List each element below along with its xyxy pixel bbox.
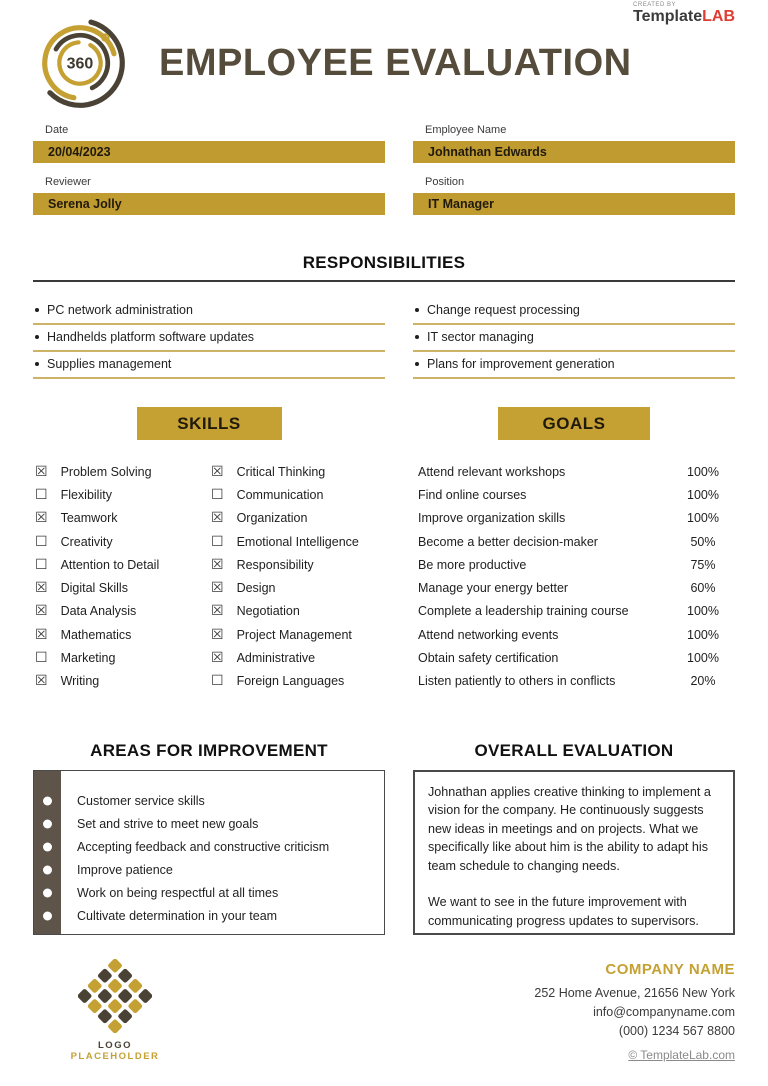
skill-item <box>209 530 385 553</box>
skills-column-2 <box>209 460 385 693</box>
checkbox-icon[interactable]: ☐ <box>35 556 48 573</box>
checkbox-icon[interactable]: ☒ <box>211 556 224 573</box>
checkbox-icon[interactable]: ☐ <box>35 533 48 550</box>
goal-percent: 50% <box>690 534 716 549</box>
improvement-text: Cultivate determination in your team <box>77 909 278 924</box>
company-phone: (000) 1234 567 8800 <box>618 1023 735 1038</box>
created-by-label: CREATED BY <box>633 2 676 8</box>
logo-placeholder <box>45 959 185 1062</box>
goals-title: GOALS <box>498 407 650 440</box>
skill-item <box>209 646 385 669</box>
bullet-icon <box>43 889 52 898</box>
divider <box>33 280 735 282</box>
date-field <box>33 124 385 163</box>
skill-item <box>33 530 209 553</box>
position-field <box>413 176 735 215</box>
360-degree-logo-icon <box>33 14 127 112</box>
improvement-text: Improve patience <box>77 863 173 878</box>
improvement-text: Set and strive to meet new goals <box>77 817 259 832</box>
skill-item <box>33 507 209 530</box>
responsibilities-left-list <box>33 298 385 379</box>
checkbox-icon[interactable]: ☒ <box>211 626 224 643</box>
skill-label: Administrative <box>236 651 316 666</box>
goal-percent: 100% <box>687 487 719 502</box>
checkbox-icon[interactable]: ☒ <box>211 603 224 620</box>
skill-item <box>209 670 385 693</box>
skill-label: Emotional Intelligence <box>236 534 359 549</box>
reviewer-field <box>33 176 385 215</box>
evaluation-title: OVERALL EVALUATION <box>474 740 674 760</box>
employee-name-value[interactable]: Johnathan Edwards <box>413 141 735 163</box>
improvement-title: AREAS FOR IMPROVEMENT <box>90 740 328 760</box>
skill-label: Design <box>236 581 276 596</box>
skill-label: Mathematics <box>60 627 132 642</box>
diamond-logo-icon <box>78 959 152 1033</box>
responsibility-text: Handhelds platform software updates <box>47 330 255 344</box>
skill-label: Creativity <box>60 534 113 549</box>
employee-name-field <box>413 124 735 163</box>
bullet-icon <box>415 308 419 312</box>
reviewer-value[interactable]: Serena Jolly <box>33 193 385 215</box>
goal-item <box>413 576 735 599</box>
position-value[interactable]: IT Manager <box>413 193 735 215</box>
goal-item <box>413 670 735 693</box>
responsibility-text: Change request processing <box>427 303 580 317</box>
goals-section <box>413 407 735 693</box>
goal-label: Listen patiently to others in conflicts <box>418 674 616 689</box>
skill-item <box>33 460 209 483</box>
skill-label: Attention to Detail <box>60 557 160 572</box>
skill-item <box>209 623 385 646</box>
goal-percent: 100% <box>687 651 719 666</box>
skill-label: Digital Skills <box>60 581 128 596</box>
company-name: COMPANY NAME <box>605 960 735 978</box>
improvement-text: Work on being respectful at all times <box>77 886 279 901</box>
responsibilities-title: RESPONSIBILITIES <box>302 253 466 272</box>
footer <box>33 959 735 1062</box>
goal-item <box>413 646 735 669</box>
skill-label: Marketing <box>60 651 116 666</box>
date-label: Date <box>45 124 69 136</box>
goal-label: Improve organization skills <box>418 511 566 526</box>
templatelab-logo <box>633 2 735 25</box>
responsibility-text: PC network administration <box>47 303 193 317</box>
checkbox-icon[interactable]: ☐ <box>35 650 48 667</box>
responsibilities-section <box>33 253 735 379</box>
improvement-section <box>33 741 385 935</box>
form-fields <box>33 124 735 215</box>
list-item <box>34 790 384 813</box>
bullet-icon <box>43 797 52 806</box>
checkbox-icon[interactable]: ☒ <box>211 650 224 667</box>
templatelab-copyright-link[interactable]: © TemplateLab.com <box>628 1048 735 1062</box>
goal-percent: 60% <box>690 581 716 596</box>
position-label: Position <box>425 176 465 188</box>
checkbox-icon[interactable]: ☒ <box>211 580 224 597</box>
list-item <box>33 298 385 325</box>
list-item <box>413 325 735 352</box>
skill-item <box>33 483 209 506</box>
skill-label: Teamwork <box>60 511 118 526</box>
evaluation-paragraph: We want to see in the future improvement with communicating progress updates to supervisors. <box>428 895 699 928</box>
goal-percent: 100% <box>687 511 719 526</box>
list-item <box>413 352 735 379</box>
logo-text-line2: PLACEHOLDER <box>70 1050 160 1062</box>
goal-percent: 20% <box>690 674 716 689</box>
goal-label: Attend networking events <box>418 627 559 642</box>
skill-label: Negotiation <box>236 604 300 619</box>
goals-list <box>413 460 735 693</box>
bullet-icon <box>35 362 39 366</box>
checkbox-icon[interactable]: ☒ <box>35 463 48 480</box>
checkbox-icon[interactable]: ☒ <box>35 673 48 690</box>
improvement-text: Accepting feedback and constructive criticism <box>77 840 330 855</box>
list-item <box>34 905 384 928</box>
skill-label: Critical Thinking <box>236 464 326 479</box>
goal-percent: 100% <box>687 627 719 642</box>
list-item <box>33 352 385 379</box>
evaluation-box[interactable] <box>413 770 735 935</box>
list-item <box>34 859 384 882</box>
goal-percent: 100% <box>687 604 719 619</box>
checkbox-icon[interactable]: ☐ <box>211 486 224 503</box>
skill-label: Writing <box>60 674 100 689</box>
goal-label: Find online courses <box>418 487 527 502</box>
skill-item <box>209 507 385 530</box>
checkbox-icon[interactable]: ☒ <box>211 463 224 480</box>
goal-label: Attend relevant workshops <box>418 464 566 479</box>
goal-item <box>413 530 735 553</box>
skill-label: Foreign Languages <box>236 674 345 689</box>
bullet-icon <box>43 843 52 852</box>
checkbox-icon[interactable]: ☐ <box>211 533 224 550</box>
goal-label: Be more productive <box>418 557 527 572</box>
goal-item <box>413 460 735 483</box>
brand-name-template: Template <box>633 8 703 25</box>
skill-item <box>33 600 209 623</box>
list-item <box>34 813 384 836</box>
skills-title: SKILLS <box>137 407 282 440</box>
skill-label: Communication <box>236 487 324 502</box>
skill-item <box>209 600 385 623</box>
goal-percent: 100% <box>687 464 719 479</box>
skill-label: Project Management <box>236 627 352 642</box>
goal-item <box>413 600 735 623</box>
checkbox-icon[interactable]: ☒ <box>35 510 48 527</box>
improvement-list <box>34 790 384 928</box>
checkbox-icon[interactable]: ☒ <box>35 626 48 643</box>
goal-item <box>413 623 735 646</box>
company-email: info@companyname.com <box>593 1005 735 1020</box>
bullet-icon <box>43 820 52 829</box>
list-item <box>413 298 735 325</box>
bullet-icon <box>35 335 39 339</box>
header <box>33 0 735 112</box>
improvement-text: Customer service skills <box>77 794 205 809</box>
checkbox-icon[interactable]: ☒ <box>211 510 224 527</box>
skill-item <box>209 553 385 576</box>
skill-item <box>209 576 385 599</box>
goal-item <box>413 483 735 506</box>
skill-item <box>33 553 209 576</box>
skill-item <box>33 646 209 669</box>
logo-text-line1: LOGO <box>98 1039 132 1051</box>
skill-item <box>33 576 209 599</box>
bullet-icon <box>415 362 419 366</box>
checkbox-icon[interactable]: ☒ <box>35 580 48 597</box>
bullet-icon <box>43 912 52 921</box>
improvement-box <box>33 770 385 935</box>
company-info <box>534 959 735 1041</box>
bullet-icon <box>43 866 52 875</box>
responsibility-text: Plans for improvement generation <box>427 357 615 371</box>
skill-item <box>33 623 209 646</box>
checkbox-icon[interactable]: ☒ <box>35 603 48 620</box>
bullet-icon <box>35 308 39 312</box>
page-title: EMPLOYEE EVALUATION <box>159 41 632 84</box>
responsibility-text: Supplies management <box>47 357 172 371</box>
goal-item <box>413 553 735 576</box>
goal-label: Complete a leadership training course <box>418 604 629 619</box>
employee-name-label: Employee Name <box>425 124 507 136</box>
skill-label: Data Analysis <box>60 604 137 619</box>
list-item <box>34 836 384 859</box>
company-address: 252 Home Avenue, 21656 New York <box>534 986 735 1001</box>
responsibility-text: IT sector managing <box>427 330 534 344</box>
responsibilities-right-list <box>413 298 735 379</box>
goal-percent: 75% <box>690 557 716 572</box>
checkbox-icon[interactable]: ☐ <box>35 486 48 503</box>
goal-label: Obtain safety certification <box>418 651 559 666</box>
checkbox-icon[interactable]: ☐ <box>211 673 224 690</box>
skill-item <box>209 460 385 483</box>
skill-label: Organization <box>236 511 308 526</box>
list-item <box>33 325 385 352</box>
bullet-icon <box>415 335 419 339</box>
skill-label: Problem Solving <box>60 464 152 479</box>
evaluation-paragraph: Johnathan applies creative thinking to implement a vision for the company. He continuously suggests new ideas in meetings and on projects. What we specifically like about him is the ability to adapt his team schedule to changing needs. <box>428 784 711 873</box>
skill-label: Flexibility <box>60 487 112 502</box>
list-item <box>34 882 384 905</box>
skills-section <box>33 407 385 693</box>
skill-item <box>33 670 209 693</box>
skills-column-1 <box>33 460 209 693</box>
reviewer-label: Reviewer <box>45 176 91 188</box>
logo-360-label: 360 <box>66 55 94 73</box>
evaluation-section <box>413 741 735 935</box>
goal-label: Become a better decision-maker <box>418 534 598 549</box>
date-value[interactable]: 20/04/2023 <box>33 141 385 163</box>
skill-item <box>209 483 385 506</box>
skill-label: Responsibility <box>236 557 314 572</box>
goal-label: Manage your energy better <box>418 581 569 596</box>
brand-name-lab: LAB <box>702 8 735 25</box>
goal-item <box>413 507 735 530</box>
